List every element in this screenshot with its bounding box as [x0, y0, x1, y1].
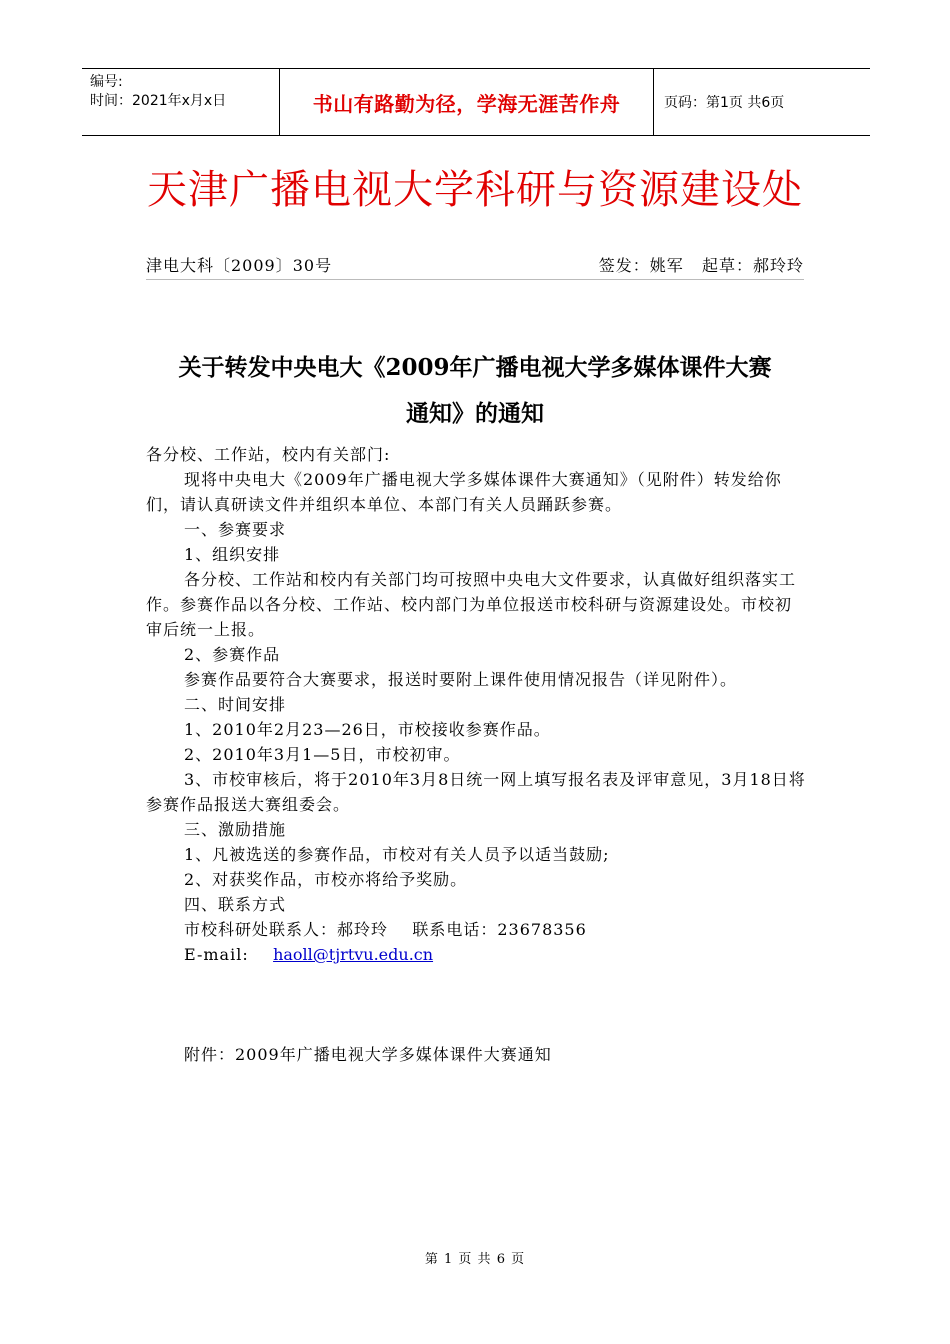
paragraph: 各分校、工作站和校内有关部门均可按照中央电大文件要求，认真做好组织落实工作。参赛作品以各分校、工作站、校内部门为单位报送市校科研与资源建设处。市校初审后统一上报。 [146, 570, 797, 639]
time-label: 时间：2021年x月x日 [90, 93, 227, 109]
list-item: 1、凡被选送的参赛作品，市校对有关人员予以适当鼓励; [184, 845, 610, 864]
header-meta [82, 69, 280, 135]
email-link[interactable]: haoll@tjrtvu.edu.cn [273, 945, 434, 964]
attachment-line: 附件：2009年广播电视大学多媒体课件大赛通知 [184, 1045, 552, 1064]
spacer [146, 967, 806, 1042]
header-page-info: 页码：第1页 共6页 [664, 95, 785, 111]
salutation: 各分校、工作站，校内有关部门: [146, 445, 391, 464]
section-heading: 一、参赛要求 [184, 520, 287, 539]
page-footer: 第 1 页 共 6 页 [424, 1252, 526, 1267]
signers: 签发：姚军 起草：郝玲玲 [598, 256, 804, 275]
header-motto: 书山有路勤为径，学海无涯苦作舟 [280, 69, 654, 135]
list-item: 3、市校审核后，将于2010年3月8日统一网上填写报名表及评审意见，3月18日将参赛作品报送大赛组委会。 [146, 770, 806, 814]
title-line-2: 通知》的通知 [406, 400, 544, 427]
email-label: E-mail: [184, 945, 249, 964]
header-table [82, 68, 870, 136]
list-item: 2、对获奖作品，市校亦将给予奖励。 [184, 870, 468, 889]
title-line-1: 关于转发中央电大《2009年广播电视大学多媒体课件大赛 [178, 354, 772, 381]
section-heading: 二、时间安排 [184, 695, 287, 714]
serial-label: 编号: [90, 74, 123, 90]
subsection-heading: 2、参赛作品 [184, 645, 281, 664]
document-title [140, 345, 810, 437]
section-heading: 四、联系方式 [184, 895, 287, 914]
reference-line [146, 253, 804, 280]
contact-line: 市校科研处联系人：郝玲玲 联系电话：23678356 [184, 920, 587, 939]
email-line [146, 942, 806, 967]
document-number: 津电大科〔2009〕30号 [146, 256, 333, 275]
subsection-heading: 1、组织安排 [184, 545, 281, 564]
organization-title: 天津广播电视大学科研与资源建设处 [147, 167, 803, 213]
intro-paragraph: 现将中央电大《2009年广播电视大学多媒体课件大赛通知》（见附件）转发给你们，请认真研读文件并组织本单位、本部门有关人员踊跃参赛。 [146, 470, 782, 514]
list-item: 2、2010年3月1—5日，市校初审。 [184, 745, 461, 764]
document-body [146, 442, 806, 1067]
section-heading: 三、激励措施 [184, 820, 287, 839]
list-item: 1、2010年2月23—26日，市校接收参赛作品。 [184, 720, 551, 739]
paragraph: 参赛作品要符合大赛要求，报送时要附上课件使用情况报告（详见附件）。 [184, 670, 738, 689]
